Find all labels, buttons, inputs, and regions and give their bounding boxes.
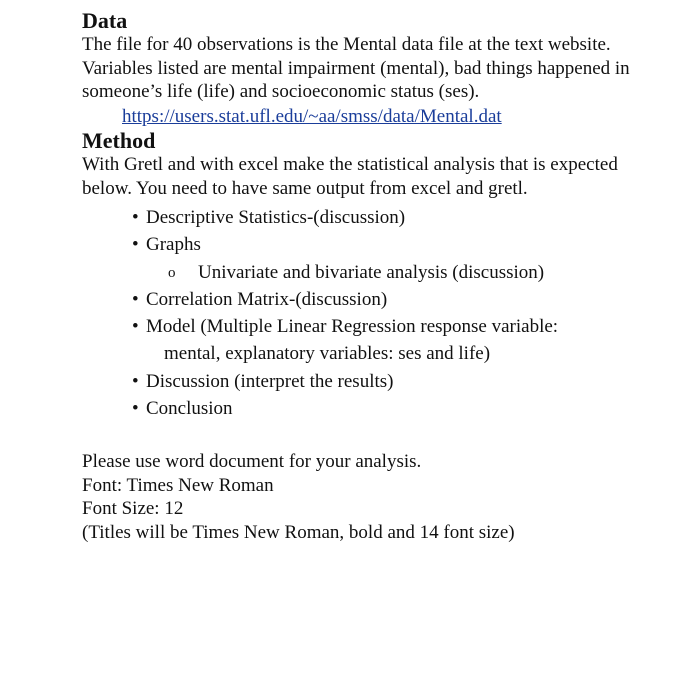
sub-bullet-text: Univariate and bivariate analysis (discussion): [198, 261, 545, 283]
bullet-text-continued: mental, explanatory variables: ses and life): [164, 343, 491, 365]
bullet-text: Discussion (interpret the results): [146, 370, 394, 392]
list-item: [132, 313, 672, 368]
method-intro: With Gretl and with excel make the statistical analysis that is expected below. You need to have same output from excel and gretl.: [82, 154, 618, 199]
data-heading: Data: [82, 8, 128, 33]
bullet-icon: •: [132, 316, 139, 338]
list-item: [132, 286, 672, 313]
data-line-1: The file for 40 observations is the Mental data file at the text website.: [82, 34, 611, 55]
bullet-icon: •: [132, 288, 139, 310]
note-line-4: (Titles will be Times New Roman, bold and 14 font size): [82, 521, 515, 543]
method-heading: Method: [82, 128, 156, 153]
method-bullet-list: [82, 204, 672, 422]
sub-list-item: [146, 259, 672, 286]
bullet-icon: •: [132, 398, 139, 420]
list-item: [132, 231, 672, 258]
bullet-text: Model (Multiple Linear Regression response variable:: [146, 316, 559, 338]
list-item: [132, 395, 672, 422]
bullet-icon: •: [132, 207, 139, 228]
note-line-2: Font: Times New Roman: [82, 474, 274, 496]
bullet-icon: •: [132, 370, 139, 392]
document-page: [82, 8, 672, 544]
hollow-bullet-icon: o: [168, 264, 176, 281]
bullet-text: Graphs: [146, 234, 201, 256]
mental-data-link[interactable]: https://users.stat.ufl.edu/~aa/smss/data/Mental.dat: [122, 105, 502, 127]
list-item: [132, 204, 672, 231]
data-link-line: [82, 105, 672, 129]
bullet-text: Descriptive Statistics-(discussion): [146, 207, 406, 228]
formatting-notes: [82, 450, 672, 544]
bullet-text: Conclusion: [146, 398, 233, 420]
note-line-3: Font Size: 12: [82, 498, 184, 520]
bullet-icon: •: [132, 234, 139, 256]
bullet-text: Correlation Matrix-(discussion): [146, 288, 388, 310]
list-item: [132, 368, 672, 395]
data-line-2: Variables listed are mental impairment (mental), bad things happened in someone’s life (life) and socioeconomic status (ses).: [82, 57, 630, 102]
note-line-1: Please use word document for your analysis.: [82, 451, 422, 473]
